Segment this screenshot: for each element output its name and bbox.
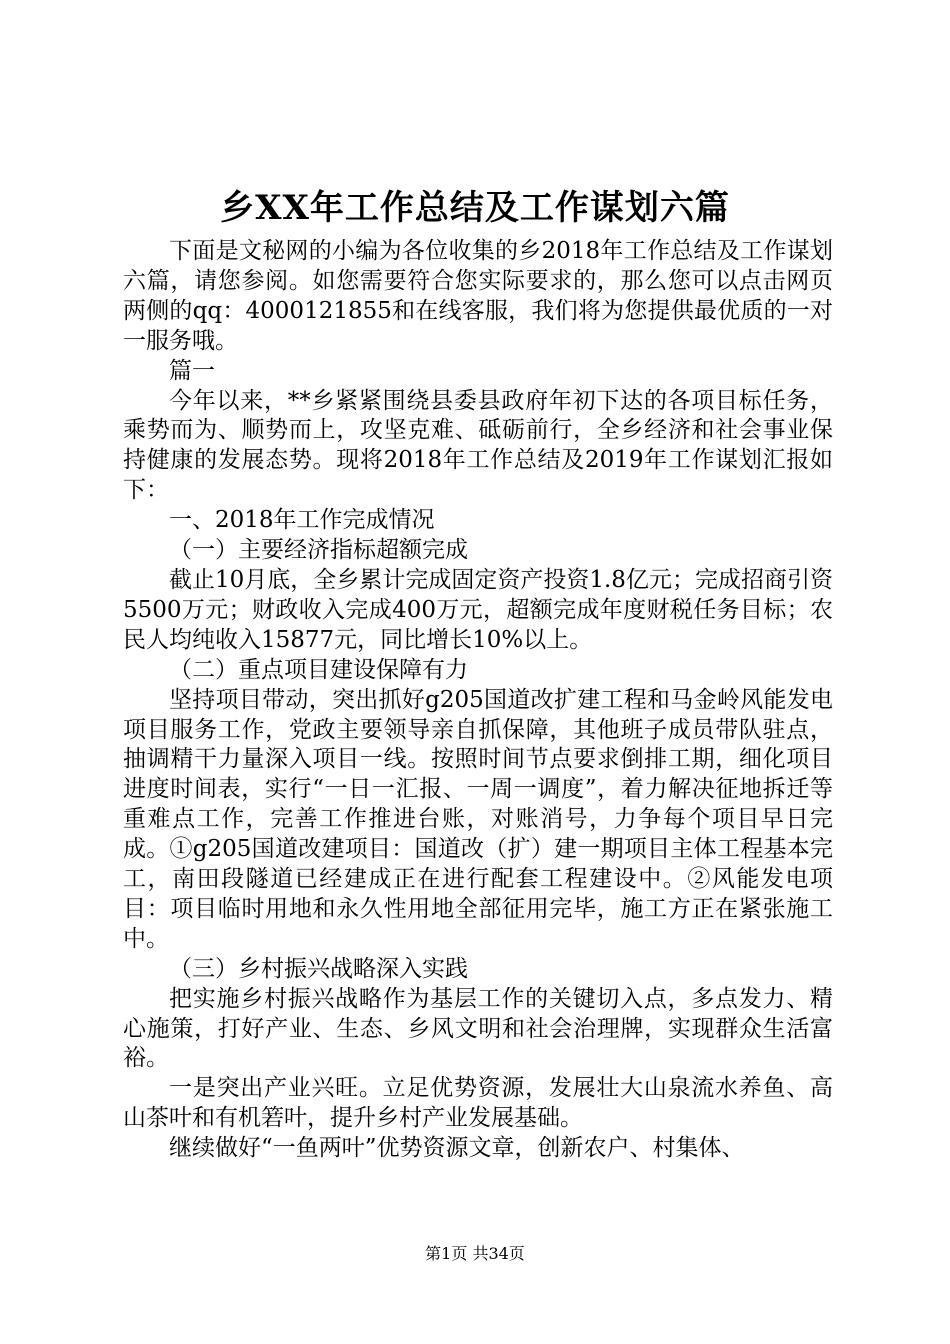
paragraph-opening: 今年以来，**乡紧紧围绕县委县政府年初下达的各项目标任务，乘势而为、顺势而上，攻坚克难、砥砺前行，全乡经济和社会事业保持健康的发展态势。现将2018年工作总结及2019年工作谋划汇报如下： bbox=[123, 387, 833, 504]
paragraph-intro: 下面是文秘网的小编为各位收集的乡2018年工作总结及工作谋划六篇，请您参阅。如您需要符合您实际要求的，那么您可以点击网页两侧的qq：4000121855和在线客服，我们将为您提供最优质的一对一服务哦。 bbox=[123, 238, 833, 354]
subsection-heading-3: （三）乡村振兴战略深入实践 bbox=[169, 955, 468, 982]
paragraph-key-projects: 坚持项目带动，突出抓好g205国道改扩建工程和马金岭风能发电项目服务工作，党政主要领导亲自抓保障，其他班子成员带队驻点，抽调精干力量深入项目一线。按照时间节点要求倒排工期，细化项目进度时间表，实行“一日一汇报、一周一调度”，着力解决征地拆迁等重难点工作，完善工作推进台账，对账消号，力争每个项目早日完成。①g205国道改建项目：国道改（扩）建一期项目主体工程基本完工，南田段隧道已经建成正在进行配套工程建设中。②风能发电项目：项目临时用地和永久性用地全部征用完毕，施工方正在紧张施工中。 bbox=[123, 686, 833, 952]
subsection-heading-2: （二）重点项目建设保障有力 bbox=[169, 656, 468, 683]
paragraph-rural-revitalization: 把实施乡村振兴战略作为基层工作的关键切入点，多点发力、精心施策，打好产业、生态、乡风文明和社会治理牌，实现群众生活富裕。 bbox=[123, 985, 833, 1072]
document-title: 乡XX年工作总结及工作谋划六篇 bbox=[220, 188, 730, 228]
paragraph-chapter-heading: 篇一 bbox=[169, 357, 215, 384]
document-body bbox=[123, 237, 833, 1164]
paragraph-industry: 一是突出产业兴旺。立足优势资源，发展壮大山泉流水养鱼、高山茶叶和有机箬叶，提升乡村产业发展基础。 bbox=[123, 1075, 833, 1132]
page-footer: 第1页 共34页 bbox=[425, 1244, 525, 1263]
subsection-heading-1: （一）主要经济指标超额完成 bbox=[169, 537, 468, 564]
paragraph-continued: 继续做好“一鱼两叶”优势资源文章，创新农户、村集体、 bbox=[169, 1135, 745, 1162]
paragraph-economic-indicators: 截止10月底，全乡累计完成固定资产投资1.8亿元；完成招商引资5500万元；财政收入完成400万元，超额完成年度财税任务目标；农民人均纯收入15877元，同比增长10%以上。 bbox=[123, 566, 833, 653]
section-heading-1: 一、2018年工作完成情况 bbox=[169, 507, 435, 534]
